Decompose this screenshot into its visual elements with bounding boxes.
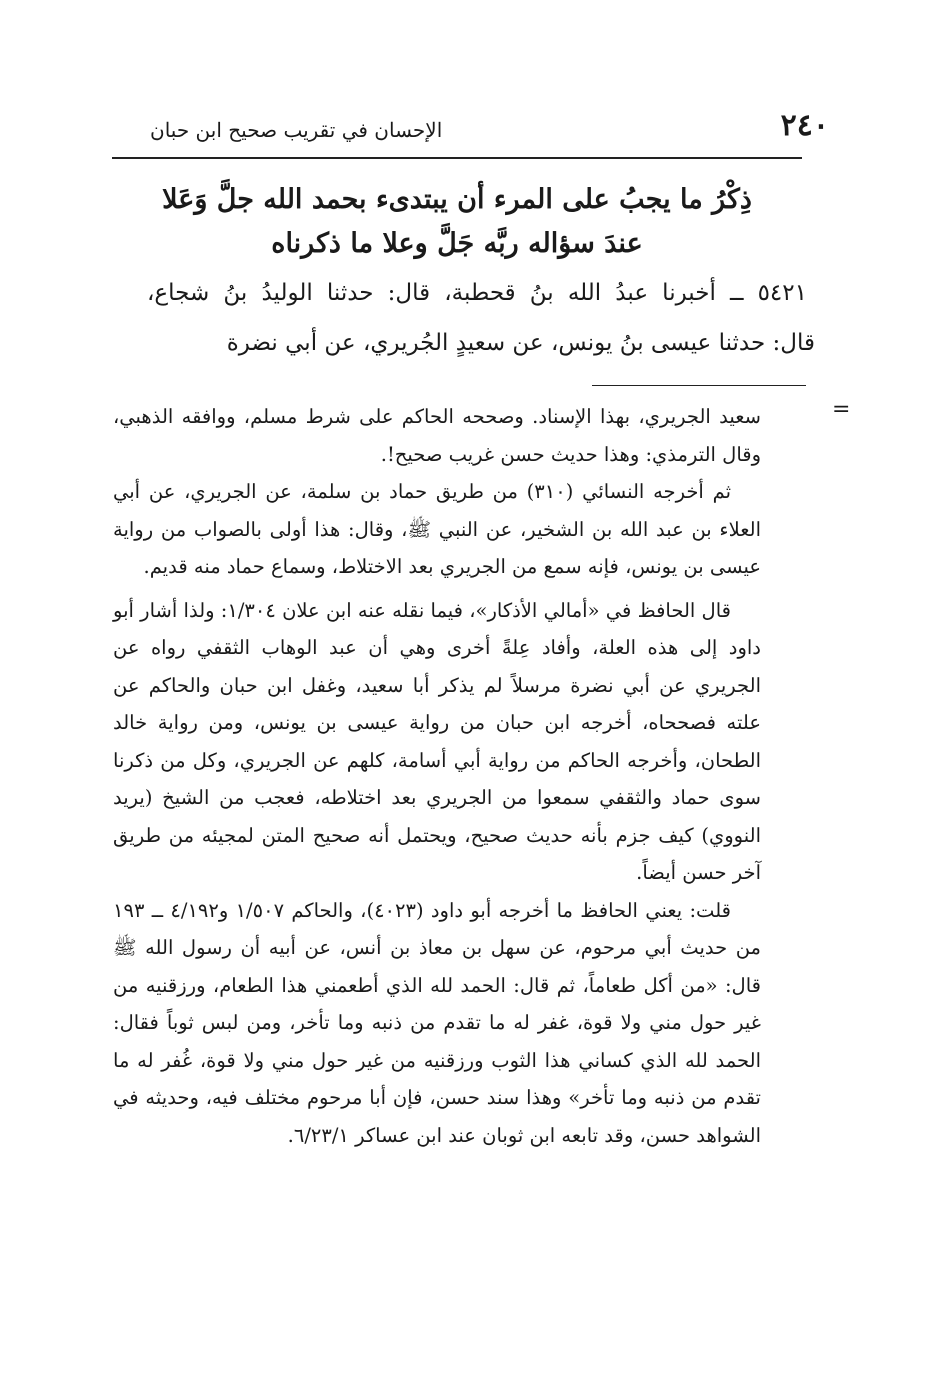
hadith-line-1: ٥٤٢١ ــ أخبرنا عبدُ الله بنُ قحطبة، قال: حدثنا الوليدُ بنُ شجاع،: [147, 280, 807, 306]
footnote-paragraph-3: قال الحافظ في «أمالي الأذكار»، فيما نقله عنه ابن علان ١/٣٠٤: ولذا أشار أبو داود إلى هذه العلة، وأفاد عِلةً أخرى وهي أن عبد الوهاب الثقفي رواه عن الجريري عن أبي نضرة مرسلاً لم يذكر أبا سعيد، وغفل ابن حبان والحاكم عن علته فصححاه، أخرجه ابن حبان من رواية عيسى بن يونس، ومن رواية خالد الطحان، وأخرجه الحاكم من رواية أبي أسامة، كلهم عن الجريري، وكل من ذكرنا سوى حماد والثقفي سمعوا من الجريري بعد اختلاطه، فعجب من الشيخ (يريد النووي) كيف جزم بأنه حديث صحيح، ويحتمل أنه صحيح المتن لمجيئه من طريق آخر حسن أيضاً.: [113, 598, 761, 884]
page-number: ٢٤٠: [780, 108, 829, 143]
footnote-continuation-mark: =: [832, 397, 851, 422]
footnote-separator: [592, 385, 806, 386]
footnotes: [113, 398, 761, 1154]
footnote-paragraph-1: سعيد الجريري، بهذا الإسناد. وصححه الحاكم على شرط مسلم، ووافقه الذهبي، وقال الترمذي: وهذا حديث حسن غريب صحيح!.: [113, 405, 761, 466]
chapter-heading-line-2: عندَ سؤاله ربَّه جَلَّ وعلا ما ذكرناه: [271, 228, 643, 259]
running-title: الإحسان في تقريب صحيح ابن حبان: [150, 118, 443, 142]
chapter-heading-line-1: ذِكْرُ ما يجبُ على المرء أن يبتدىء بحمد الله جلَّ وَعَلا: [162, 184, 752, 215]
footnote-paragraph-4: قلت: يعني الحافظ ما أخرجه أبو داود (٤٠٢٣)، والحاكم ١/٥٠٧ و٤/١٩٢ ــ ١٩٣ من حديث أبي مرحوم، عن سهل بن معاذ بن أنس، عن أبيه أن رسول الله ﷺ قال: «من أكل طعاماً، ثم قال: الحمد لله الذي أطعمني هذا الطعام، ورزقنيه من غير حول مني ولا قوة، غفر له ما تقدم من ذنبه وما تأخر، ومن لبس ثوباً فقال: الحمد لله الذي كساني هذا الثوب ورزقنيه من غير حول مني ولا قوة، غُفر له ما تقدم من ذنبه وما تأخر» وهذا سند حسن، فإن أبا مرحوم مختلف فيه، وحديثه في الشواهد حسن، وقد تابعه ابن ثوبان عند ابن عساكر ٦/٢٣/١.: [113, 898, 761, 1147]
hadith-text: [147, 268, 815, 368]
footnote-paragraph-2: ثم أخرجه النسائي (٣١٠) من طريق حماد بن سلمة، عن الجريري، عن أبي العلاء بن عبد الله بن الشخير، عن النبي ﷺ، وقال: هذا أولى بالصواب من رواية عيسى بن يونس، فإنه سمع من الجريري بعد الاختلاط، وسماع حماد منه قديم.: [113, 480, 761, 578]
chapter-heading: [112, 178, 802, 266]
hadith-line-2: قال: حدثنا عيسى بنُ يونس، عن سعيدٍ الجُريري، عن أبي نضرة: [226, 330, 815, 356]
header-rule: [112, 157, 802, 159]
